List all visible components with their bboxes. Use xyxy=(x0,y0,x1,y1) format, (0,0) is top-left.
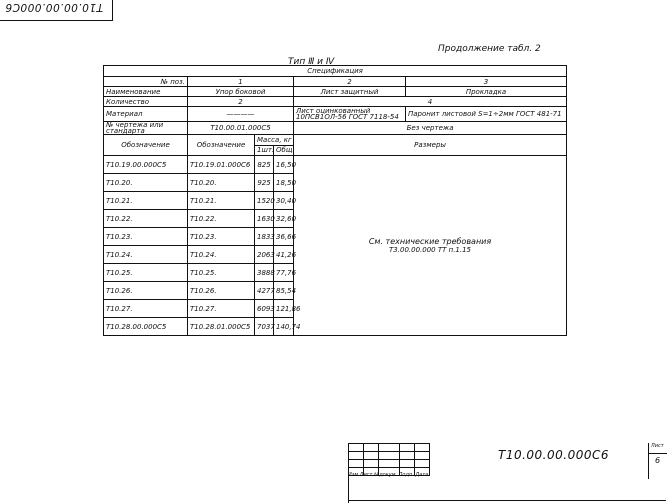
spec-title: Спецификация xyxy=(104,66,567,77)
pos-row xyxy=(104,77,567,87)
material-1: ———— xyxy=(188,107,294,122)
row-designation: T10.24. xyxy=(104,246,188,264)
drawing-label: № чертежа или стандарта xyxy=(104,122,188,135)
row-mass-1: 2063 xyxy=(255,246,274,264)
row-part: T10.21. xyxy=(188,192,255,210)
material-2 xyxy=(294,107,406,122)
note-line-1: См. технические требования xyxy=(368,237,492,246)
row-part: T10.23. xyxy=(188,228,255,246)
material-2a: Лист оцинкованный xyxy=(296,107,371,115)
table-row xyxy=(104,156,567,174)
mass-sub-2: Общ. xyxy=(274,145,294,156)
row-mass-1: 7037 xyxy=(255,318,274,336)
sheet-number: 6 xyxy=(655,456,661,465)
designation-header-row xyxy=(104,135,567,146)
row-part: T10.28.01.000C5 xyxy=(188,318,255,336)
name-row xyxy=(104,87,567,97)
col-1-num: 1 xyxy=(188,77,294,87)
row-part: T10.22. xyxy=(188,210,255,228)
row-mass-1: 6093 xyxy=(255,300,274,318)
material-row xyxy=(104,107,567,122)
row-mass-total: 140,74 xyxy=(274,318,294,336)
row-mass-1: 4277 xyxy=(255,282,274,300)
designation-label-2: Обозначение xyxy=(188,135,255,156)
continuation-note: Продолжение табл. 2 xyxy=(438,44,541,54)
row-part: T10.25. xyxy=(188,264,255,282)
row-designation: T10.25. xyxy=(104,264,188,282)
qty-label: Количество xyxy=(104,97,188,107)
col-3-num: 3 xyxy=(406,77,567,87)
row-part: T10.26. xyxy=(188,282,255,300)
note-cell xyxy=(294,156,567,336)
title-block-left-border xyxy=(348,443,349,503)
row-mass-total: 36,66 xyxy=(274,228,294,246)
designation-label: Обозначение xyxy=(104,135,188,156)
sizes-header: Размеры xyxy=(294,135,567,156)
row-mass-total: 41,26 xyxy=(274,246,294,264)
qty-row xyxy=(104,97,567,107)
spec-title-row xyxy=(104,66,567,77)
name-1: Упор боковой xyxy=(188,87,294,97)
row-mass-1: 1630 xyxy=(255,210,274,228)
name-2: Лист защитный xyxy=(294,87,406,97)
name-label: Наименование xyxy=(104,87,188,97)
sheet-label: Лист xyxy=(651,443,664,449)
pos-label: № поз. xyxy=(104,77,188,87)
name-3: Прокладка xyxy=(406,87,567,97)
top-stamp xyxy=(0,0,113,21)
top-stamp-text: T10.00.00.000C6 xyxy=(4,1,104,13)
row-part: T10.27. xyxy=(188,300,255,318)
revision-labels: Изм Лист №докум. Подп. Дата xyxy=(348,472,429,478)
sheet-box xyxy=(648,443,667,479)
mass-sub-1: 1шт. xyxy=(255,145,274,156)
material-3: Паронит листовой S=1÷2мм ГОСТ 481-71 xyxy=(406,107,567,122)
row-designation: T10.28.00.000C5 xyxy=(104,318,188,336)
title-block xyxy=(348,443,666,503)
row-designation: T10.23. xyxy=(104,228,188,246)
row-designation: T10.27. xyxy=(104,300,188,318)
material-label: Материал xyxy=(104,107,188,122)
title-block-bottom-line xyxy=(348,500,666,501)
row-mass-total: 77,76 xyxy=(274,264,294,282)
title-doc-number: T10.00.00.000C6 xyxy=(498,448,609,462)
drawing-row xyxy=(104,122,567,135)
row-designation: T10.26. xyxy=(104,282,188,300)
row-mass-total: 18,50 xyxy=(274,174,294,192)
row-designation: T10.20. xyxy=(104,174,188,192)
row-designation: T10.21. xyxy=(104,192,188,210)
specification-table xyxy=(103,65,567,336)
row-part: T10.24. xyxy=(188,246,255,264)
row-mass-1: 825 xyxy=(255,156,274,174)
row-mass-total: 32,60 xyxy=(274,210,294,228)
drawing-no: T10.00.01.000C5 xyxy=(188,122,294,135)
row-mass-1: 925 xyxy=(255,174,274,192)
row-designation: T10.22. xyxy=(104,210,188,228)
row-mass-1: 1833 xyxy=(255,228,274,246)
note-line-2: T3.00.00.000 TT п.1.15 xyxy=(389,246,472,254)
mass-header: Масса, кг xyxy=(255,135,294,146)
row-mass-1: 1520 xyxy=(255,192,274,210)
row-designation: T10.19.00.000C5 xyxy=(104,156,188,174)
type-title: Тип Ⅲ и Ⅳ xyxy=(288,57,335,67)
row-mass-total: 16,50 xyxy=(274,156,294,174)
row-part: T10.20. xyxy=(188,174,255,192)
col-2-num: 2 xyxy=(294,77,406,87)
qty-2: 4 xyxy=(294,97,567,107)
sheet-divider xyxy=(649,453,667,454)
row-mass-total: 85,54 xyxy=(274,282,294,300)
material-2b: 10ПСВ1ОЛ-56 ГОСТ 7118-54 xyxy=(296,113,399,121)
qty-1: 2 xyxy=(188,97,294,107)
row-mass-total: 121,86 xyxy=(274,300,294,318)
row-part: T10.19.01.000C6 xyxy=(188,156,255,174)
no-drawing: Без чертежа xyxy=(294,122,567,135)
row-mass-1: 3888 xyxy=(255,264,274,282)
row-mass-total: 30,40 xyxy=(274,192,294,210)
